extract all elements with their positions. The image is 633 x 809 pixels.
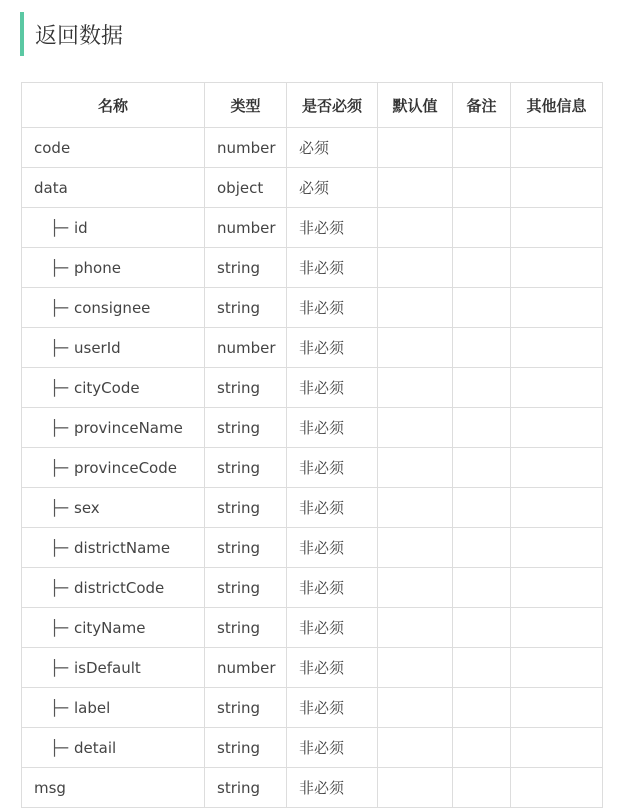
cell-other — [511, 168, 603, 208]
table-row — [22, 528, 603, 568]
field-name: provinceName — [74, 418, 183, 437]
cell-other — [511, 648, 603, 688]
tree-branch-icon: ├─ — [50, 538, 69, 557]
cell-name — [22, 368, 205, 408]
field-name: detail — [74, 738, 117, 757]
cell-type: number — [205, 648, 287, 688]
field-name: isDefault — [74, 658, 141, 677]
cell-note — [453, 408, 511, 448]
field-name: label — [74, 698, 111, 717]
cell-required: 非必须 — [287, 608, 378, 648]
table-row — [22, 328, 603, 368]
table-header — [22, 83, 603, 128]
cell-default — [378, 408, 453, 448]
cell-note — [453, 608, 511, 648]
cell-required: 非必须 — [287, 368, 378, 408]
table-row — [22, 408, 603, 448]
field-name: provinceCode — [74, 458, 177, 477]
cell-default — [378, 688, 453, 728]
cell-other — [511, 208, 603, 248]
tree-branch-icon: ├─ — [50, 458, 69, 477]
cell-required: 非必须 — [287, 208, 378, 248]
cell-required: 非必须 — [287, 568, 378, 608]
tree-branch-icon: ├─ — [50, 618, 69, 637]
field-name: cityCode — [74, 378, 140, 397]
cell-default — [378, 208, 453, 248]
table-body — [22, 128, 603, 808]
table-row — [22, 568, 603, 608]
tree-branch-icon: ├─ — [50, 298, 69, 317]
table-row — [22, 288, 603, 328]
cell-note — [453, 528, 511, 568]
cell-other — [511, 248, 603, 288]
cell-note — [453, 368, 511, 408]
column-header-required: 是否必须 — [287, 83, 378, 128]
cell-other — [511, 768, 603, 808]
cell-note — [453, 128, 511, 168]
cell-default — [378, 448, 453, 488]
cell-other — [511, 528, 603, 568]
cell-type: string — [205, 488, 287, 528]
section-title: 返回数据 — [20, 12, 123, 56]
field-name: districtName — [74, 538, 171, 557]
cell-default — [378, 168, 453, 208]
cell-type: string — [205, 368, 287, 408]
response-data-table — [21, 82, 603, 808]
cell-note — [453, 248, 511, 288]
cell-default — [378, 528, 453, 568]
cell-name — [22, 648, 205, 688]
table-row — [22, 648, 603, 688]
table-row — [22, 248, 603, 288]
cell-name — [22, 288, 205, 328]
cell-name — [22, 768, 205, 808]
field-name: sex — [74, 498, 100, 517]
cell-note — [453, 168, 511, 208]
cell-other — [511, 448, 603, 488]
cell-type: string — [205, 608, 287, 648]
cell-other — [511, 728, 603, 768]
cell-type: number — [205, 328, 287, 368]
cell-note — [453, 768, 511, 808]
table-row — [22, 688, 603, 728]
cell-required: 必须 — [287, 128, 378, 168]
cell-default — [378, 488, 453, 528]
table-row — [22, 488, 603, 528]
field-name: districtCode — [74, 578, 165, 597]
tree-branch-icon: ├─ — [50, 258, 69, 277]
cell-required: 非必须 — [287, 768, 378, 808]
cell-note — [453, 648, 511, 688]
tree-branch-icon: ├─ — [50, 498, 69, 517]
tree-branch-icon: ├─ — [50, 218, 69, 237]
cell-other — [511, 408, 603, 448]
cell-note — [453, 488, 511, 528]
cell-required: 非必须 — [287, 648, 378, 688]
cell-default — [378, 648, 453, 688]
cell-note — [453, 288, 511, 328]
cell-default — [378, 768, 453, 808]
cell-type: string — [205, 528, 287, 568]
field-name: phone — [74, 258, 121, 277]
field-name: code — [34, 138, 71, 157]
cell-required: 非必须 — [287, 728, 378, 768]
cell-other — [511, 128, 603, 168]
cell-default — [378, 568, 453, 608]
cell-name — [22, 568, 205, 608]
column-header-type: 类型 — [205, 83, 287, 128]
cell-other — [511, 688, 603, 728]
cell-required: 非必须 — [287, 248, 378, 288]
table-row — [22, 168, 603, 208]
cell-required: 非必须 — [287, 488, 378, 528]
cell-type: string — [205, 408, 287, 448]
cell-other — [511, 568, 603, 608]
cell-default — [378, 728, 453, 768]
cell-type: string — [205, 768, 287, 808]
cell-required: 非必须 — [287, 328, 378, 368]
cell-type: number — [205, 128, 287, 168]
tree-branch-icon: ├─ — [50, 338, 69, 357]
cell-other — [511, 488, 603, 528]
column-header-other: 其他信息 — [511, 83, 603, 128]
cell-default — [378, 328, 453, 368]
table-row — [22, 448, 603, 488]
field-name: msg — [34, 778, 66, 797]
cell-other — [511, 368, 603, 408]
cell-type: string — [205, 568, 287, 608]
field-name: data — [34, 178, 68, 197]
table-row — [22, 728, 603, 768]
cell-name — [22, 408, 205, 448]
tree-branch-icon: ├─ — [50, 738, 69, 757]
cell-note — [453, 208, 511, 248]
tree-branch-icon: ├─ — [50, 698, 69, 717]
tree-branch-icon: ├─ — [50, 658, 69, 677]
field-name: cityName — [74, 618, 146, 637]
cell-name — [22, 728, 205, 768]
cell-name — [22, 248, 205, 288]
table-row — [22, 768, 603, 808]
cell-required: 必须 — [287, 168, 378, 208]
cell-name — [22, 328, 205, 368]
cell-name — [22, 688, 205, 728]
cell-note — [453, 568, 511, 608]
table-row — [22, 128, 603, 168]
tree-branch-icon: ├─ — [50, 578, 69, 597]
cell-note — [453, 328, 511, 368]
cell-name — [22, 208, 205, 248]
cell-note — [453, 688, 511, 728]
cell-default — [378, 368, 453, 408]
column-header-name: 名称 — [22, 83, 205, 128]
cell-type: string — [205, 688, 287, 728]
table-row — [22, 608, 603, 648]
cell-required: 非必须 — [287, 528, 378, 568]
table-row — [22, 208, 603, 248]
cell-name — [22, 488, 205, 528]
cell-type: string — [205, 248, 287, 288]
field-name: consignee — [74, 298, 151, 317]
field-name: userId — [74, 338, 121, 357]
cell-other — [511, 608, 603, 648]
cell-type: number — [205, 208, 287, 248]
cell-required: 非必须 — [287, 408, 378, 448]
cell-default — [378, 248, 453, 288]
cell-name — [22, 608, 205, 648]
cell-other — [511, 288, 603, 328]
cell-note — [453, 448, 511, 488]
field-name: id — [74, 218, 88, 237]
table-row — [22, 368, 603, 408]
cell-name — [22, 168, 205, 208]
cell-type: string — [205, 728, 287, 768]
cell-name — [22, 448, 205, 488]
column-header-note: 备注 — [453, 83, 511, 128]
tree-branch-icon: ├─ — [50, 378, 69, 397]
cell-default — [378, 128, 453, 168]
cell-name — [22, 528, 205, 568]
cell-other — [511, 328, 603, 368]
cell-default — [378, 608, 453, 648]
cell-required: 非必须 — [287, 288, 378, 328]
cell-type: object — [205, 168, 287, 208]
table-header-row — [22, 83, 603, 128]
cell-type: string — [205, 448, 287, 488]
column-header-default: 默认值 — [378, 83, 453, 128]
cell-required: 非必须 — [287, 688, 378, 728]
cell-type: string — [205, 288, 287, 328]
cell-required: 非必须 — [287, 448, 378, 488]
tree-branch-icon: ├─ — [50, 418, 69, 437]
cell-default — [378, 288, 453, 328]
cell-name — [22, 128, 205, 168]
cell-note — [453, 728, 511, 768]
